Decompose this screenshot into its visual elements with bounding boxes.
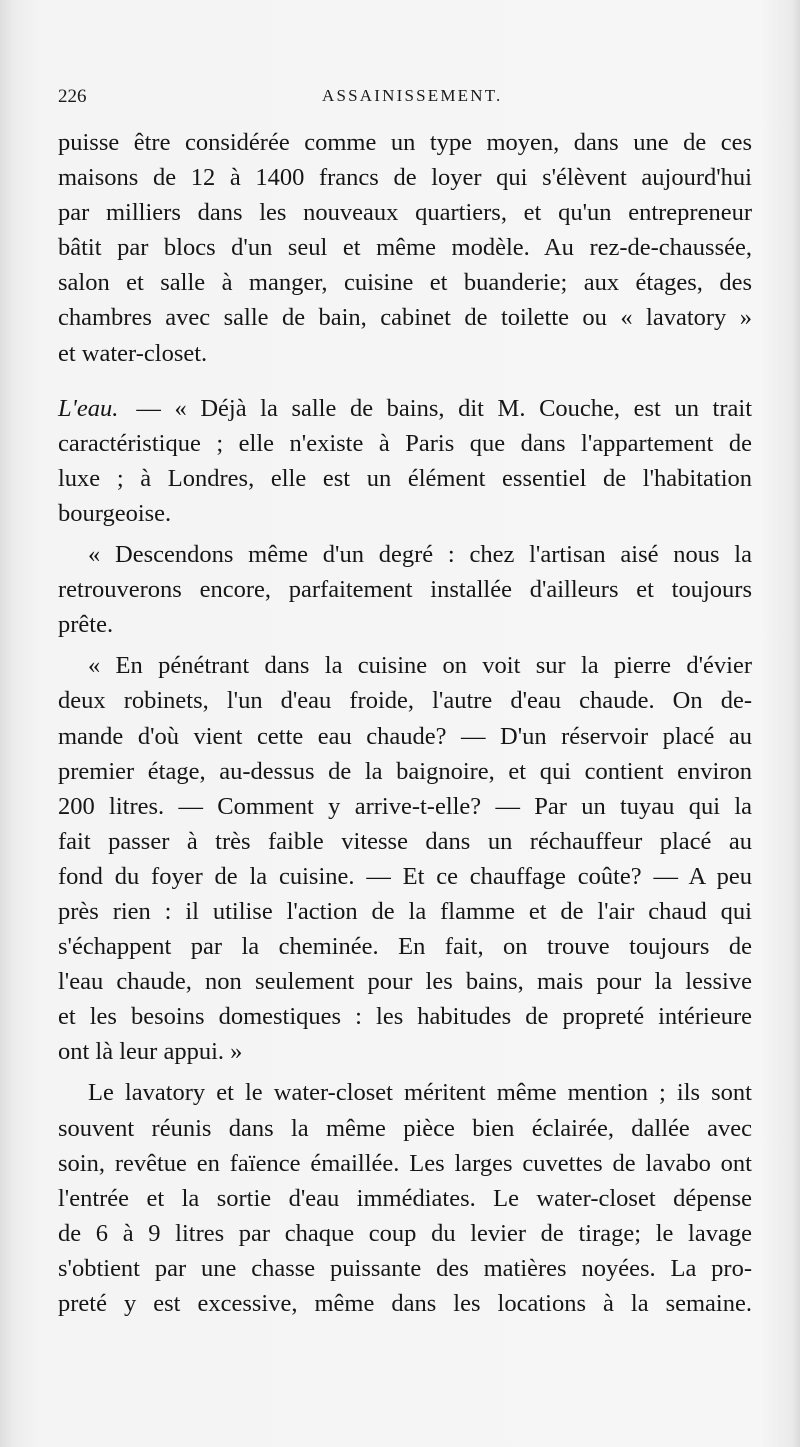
text-line: l'entrée et la sortie d'eau immédiates. Le water-closet dépense bbox=[58, 1184, 752, 1212]
text-line: Le lavatory et le water-closet méritent même mention ; ils sont bbox=[88, 1079, 752, 1107]
text-line: bourgeoise. bbox=[58, 499, 172, 527]
text-line: fond du foyer de la cuisine. — Et ce chauffage coûte? — A peu bbox=[58, 862, 752, 890]
page-number: 226 bbox=[58, 86, 87, 107]
text-line: près rien : il utilise l'action de la flamme et de l'air chaud qui bbox=[58, 897, 752, 925]
text-line: ont là leur appui. » bbox=[58, 1038, 243, 1066]
text-line bbox=[58, 391, 752, 426]
text-line: s'échappent par la cheminée. En fait, on trouve toujours de bbox=[58, 933, 752, 961]
text-line: souvent réunis dans la même pièce bien éclairée, dallée avec bbox=[58, 1114, 752, 1142]
body-text bbox=[58, 125, 752, 1321]
text-line: par milliers dans les nouveaux quartiers, et qu'un entrepreneur bbox=[58, 199, 752, 227]
text-line: et water-closet. bbox=[58, 339, 208, 367]
text-line: de 6 à 9 litres par chaque coup du levier de tirage; le lavage bbox=[58, 1219, 752, 1247]
text-line-rest: — « Déjà la salle de bains, dit M. Couche, est un trait bbox=[136, 394, 752, 422]
running-head bbox=[58, 86, 750, 110]
text-line: soin, revêtue en faïence émaillée. Les larges cuvettes de lavabo ont bbox=[58, 1149, 752, 1177]
text-line: fait passer à très faible vitesse dans un réchauffeur placé au bbox=[58, 827, 752, 855]
text-line: « Descendons même d'un degré : chez l'artisan aisé nous la bbox=[88, 541, 752, 569]
text-line: s'obtient par une chasse puissante des matières noyées. La pro- bbox=[58, 1254, 752, 1282]
text-line: chambres avec salle de bain, cabinet de toilette ou « lavatory » bbox=[58, 304, 752, 332]
text-line: prête. bbox=[58, 611, 114, 639]
text-line: caractéristique ; elle n'existe à Paris que dans l'appartement de bbox=[58, 429, 752, 457]
section-heading: L'eau. bbox=[58, 394, 119, 422]
text-line: bâtit par blocs d'un seul et même modèle. Au rez-de-chaussée, bbox=[58, 234, 752, 262]
paragraph-gap bbox=[58, 371, 752, 391]
text-line: mande d'où vient cette eau chaude? — D'un réservoir placé au bbox=[58, 722, 752, 750]
text-line: maisons de 12 à 1400 francs de loyer qui s'élèvent aujourd'hui bbox=[58, 164, 752, 192]
text-line: premier étage, au-dessus de la baignoire, et qui contient environ bbox=[58, 757, 752, 785]
text-line: deux robinets, l'un d'eau froide, l'autre d'eau chaude. On de- bbox=[58, 687, 752, 715]
text-line: « En pénétrant dans la cuisine on voit sur la pierre d'évier bbox=[88, 652, 752, 680]
text-line: retrouverons encore, parfaitement installée d'ailleurs et toujours bbox=[58, 576, 752, 604]
text-line: et les besoins domestiques : les habitudes de propreté intérieure bbox=[58, 1003, 752, 1031]
running-title: ASSAINISSEMENT. bbox=[322, 86, 503, 105]
text-line: preté y est excessive, même dans les locations à la semaine. bbox=[58, 1290, 752, 1317]
text-line: 200 litres. — Comment y arrive-t-elle? — Par un tuyau qui la bbox=[58, 792, 752, 820]
text-line: luxe ; à Londres, elle est un élément essentiel de l'habitation bbox=[58, 464, 752, 492]
text-line: puisse être considérée comme un type moyen, dans une de ces bbox=[58, 129, 752, 156]
text-line: salon et salle à manger, cuisine et buanderie; aux étages, des bbox=[58, 269, 752, 297]
text-line: l'eau chaude, non seulement pour les bains, mais pour la lessive bbox=[58, 968, 752, 996]
